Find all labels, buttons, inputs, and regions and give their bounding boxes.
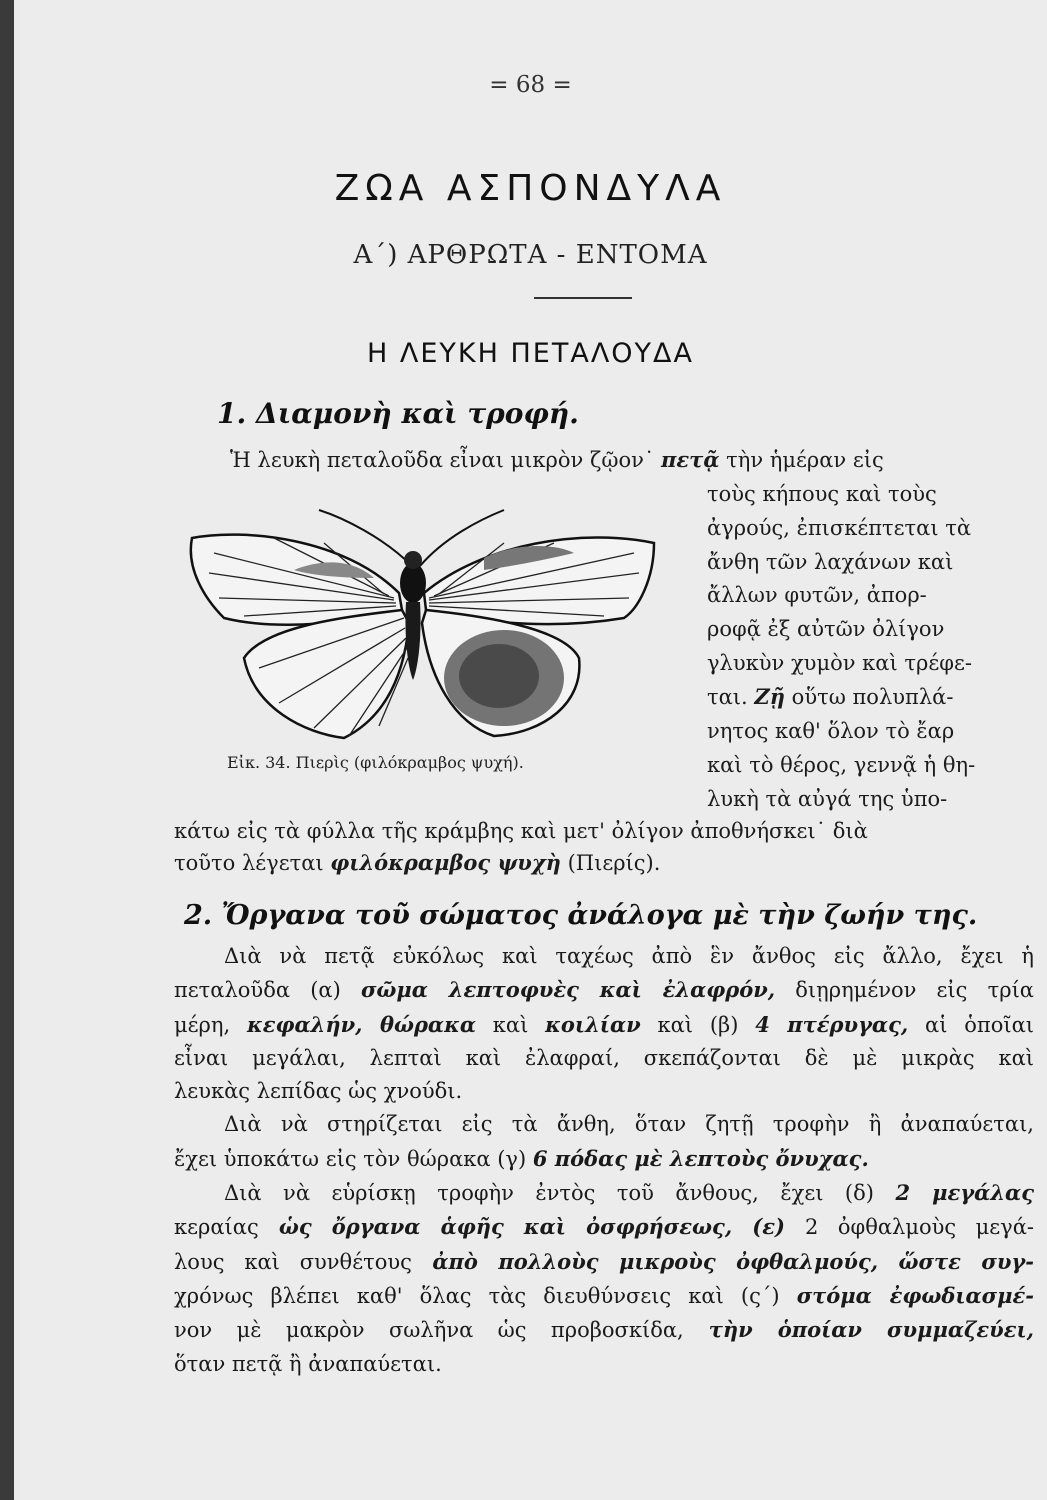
text-line: λους καὶ συνθέτους ἀπὸ πολλοὺς μικροὺς ὀφθαλμούς, ὥστε συγ- (174, 1248, 1034, 1274)
text-line: πεταλοῦδα (α) σῶμα λεπτοφυὲς καὶ ἐλαφρόν, διῃρημένον εἰς τρία (174, 977, 1034, 1003)
side-line: ἄνθη τῶν λαχάνων καὶ (707, 549, 954, 574)
side-line: νητος καθ' ὅλον τὸ ἔαρ (707, 719, 955, 743)
text-line: Διὰ νὰ εὑρίσκῃ τροφὴν ἐντὸς τοῦ ἄνθους, ἔχει (δ) 2 μεγάλας (224, 1180, 1034, 1206)
chapter-subtitle: Α΄) ΑΡΘΡΩΤΑ - ΕΝΤΟΜΑ (353, 240, 708, 270)
text-line: εἶναι μεγάλαι, λεπταὶ καὶ ἐλαφραί, σκεπάζονται δὲ μὲ μικρὰς καὶ (174, 1045, 1034, 1070)
divider-rule (534, 297, 632, 299)
text-line: λευκὰς λεπίδας ὡς χνούδι. (174, 1079, 463, 1104)
figure-caption: Εἰκ. 34. Πιερὶς (φιλόκραμβος ψυχή). (227, 753, 524, 772)
side-line: γλυκὺν χυμὸν καὶ τρέφε- (707, 651, 972, 675)
text-line: χρόνως βλέπει καθ' ὅλας τὰς διευθύνσεις καὶ (ς΄) στόμα ἐφωδιασμέ- (174, 1282, 1034, 1308)
text-line: ὅταν πετᾷ ἢ ἀναπαύεται. (174, 1351, 442, 1376)
section1-full-line: κάτω εἰς τὰ φύλλα τῆς κράμβης καὶ μετ' ὀλίγον ἀποθνήσκει˙ διὰ (174, 819, 868, 843)
side-line: τοὺς κήπους καὶ τοὺς (707, 482, 937, 506)
section2-body (174, 940, 1034, 1381)
section1-line1: Ἡ λευκὴ πεταλοῦδα εἶναι μικρὸν ζῷον˙ πετᾷ τὴν ἡμέραν εἰς (230, 447, 884, 472)
text-line: Διὰ νὰ πετᾷ εὐκόλως καὶ ταχέως ἀπὸ ἓν ἄνθος εἰς ἄλλο, ἔχει ἡ (224, 944, 1034, 968)
text-line: ἔχει ὑποκάτω εἰς τὸν θώρακα (γ) 6 πόδας μὲ λεπτοὺς ὄνυχας. (174, 1145, 869, 1171)
butterfly-illustration (184, 498, 664, 748)
side-line: ἄλλων φυτῶν, ἀπορ- (707, 583, 927, 608)
page-number: = 68 = (489, 72, 572, 98)
text-line: κεραίας ὡς ὄργανα ἁφῆς καὶ ὀσφρήσεως, (ε) 2 ὀφθαλμοὺς μεγά- (174, 1214, 1034, 1240)
side-line: λυκὴ τὰ αὐγά της ὑπο- (707, 786, 948, 811)
text-line: μέρη, κεφαλήν, θώρακα καὶ κοιλίαν καὶ (β) 4 πτέρυγας, αἱ ὁποῖαι (174, 1011, 1034, 1037)
chapter-title: ΖΩΑ ΑΣΠΟΝΔΥΛΑ (334, 168, 727, 209)
section1-line8: ται. Ζῇ οὕτω πολυπλά- (707, 684, 954, 709)
butterfly-figure (184, 498, 664, 752)
text-line: Διὰ νὰ στηρίζεται εἰς τὰ ἄνθη, ὅταν ζητῇ τροφὴν ἢ ἀναπαύεται, (224, 1112, 1034, 1137)
lesson-heading: Η ΛΕΥΚΗ ΠΕΤΑΛΟΥΔΑ (367, 338, 694, 369)
text-line: νον μὲ μακρὸν σωλῆνα ὡς προβοσκίδα, τὴν ὁποίαν συμμαζεύει, (174, 1317, 1034, 1343)
section2-title: 2. Ὄργανα τοῦ σώματος ἀνάλογα μὲ τὴν ζωήν της. (184, 900, 978, 931)
side-line: ἀγρούς, ἐπισκέπτεται τὰ (707, 515, 972, 540)
section1-last-line: τοῦτο λέγεται φιλόκραμβος ψυχὴ (Πιερίς). (174, 850, 661, 875)
section1-title: 1. Διαμονὴ καὶ τροφή. (217, 397, 579, 430)
side-line: ροφᾷ ἐξ αὐτῶν ὀλίγον (707, 617, 945, 642)
side-line: καὶ τὸ θέρος, γεννᾷ ἡ θη- (707, 752, 976, 777)
